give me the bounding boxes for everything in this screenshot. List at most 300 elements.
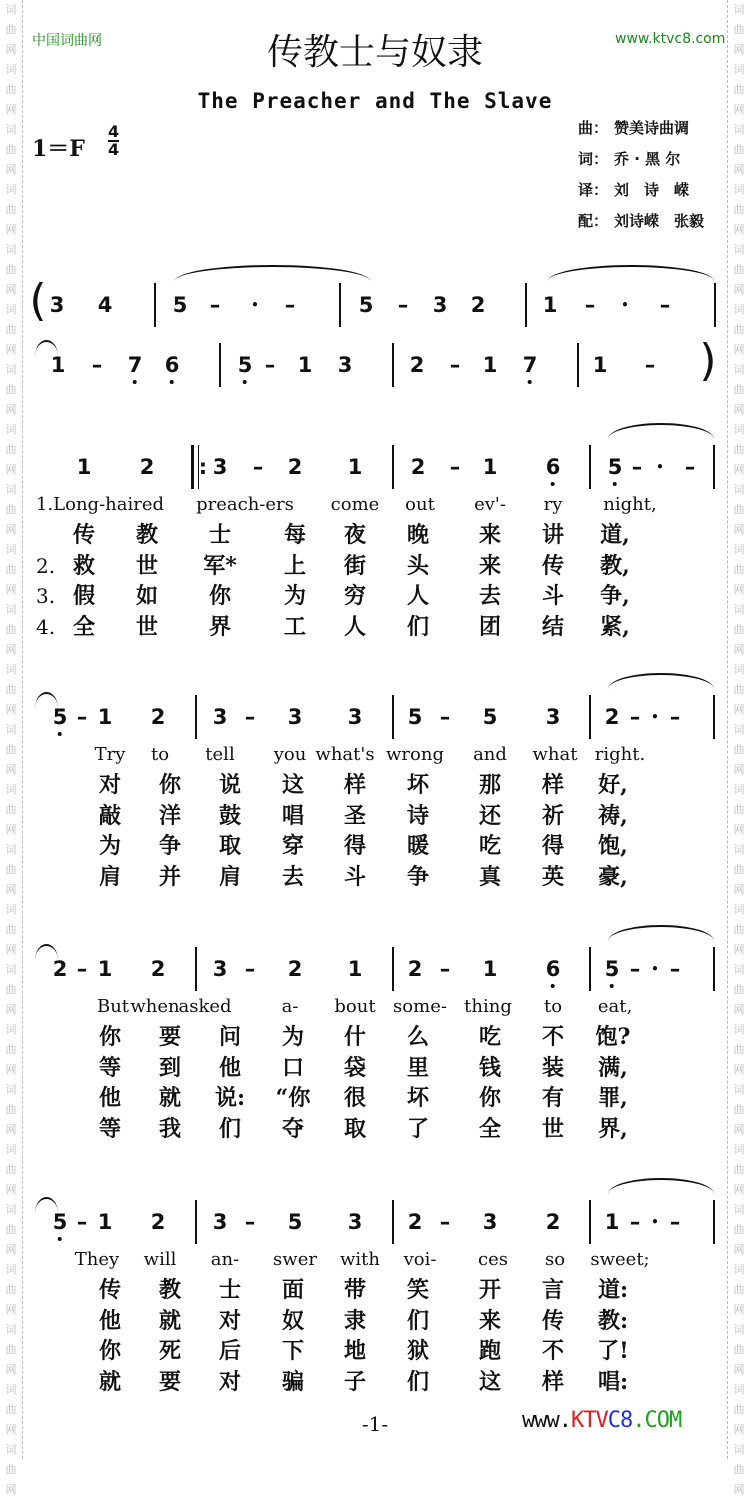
lyric-chinese: 唱: <box>597 1368 629 1395</box>
note: 1 <box>347 957 363 981</box>
lyric-english: tell <box>205 744 235 765</box>
credit-value: 赞美诗曲调 <box>614 119 690 137</box>
lyric-chinese: 来 <box>478 522 502 548</box>
lyric-english: voi- <box>403 1249 437 1270</box>
lyric-chinese: 士 <box>218 1277 242 1303</box>
lyric-chinese: “你 <box>275 1085 311 1111</box>
bar-line <box>577 343 579 387</box>
lyric-chinese: 夺 <box>281 1115 305 1142</box>
lyric-chinese: 这 <box>478 1368 502 1395</box>
dash-note: – <box>76 1210 88 1234</box>
lyric-chinese: 为 <box>283 583 307 609</box>
lyric-chinese: 你 <box>208 583 232 609</box>
bar-line <box>339 283 341 327</box>
lyric-english: eat, <box>597 996 633 1017</box>
lyric-chinese: 教, <box>600 552 630 579</box>
note: 3 <box>212 1210 228 1234</box>
note: 2 <box>545 1210 561 1234</box>
lyric-chinese: 界, <box>598 1115 628 1142</box>
dash-note: – <box>631 455 643 479</box>
key-signature: 1＝F <box>32 136 85 162</box>
lyric-chinese: 奴 <box>281 1307 305 1334</box>
lyric-chinese: 争 <box>158 833 182 859</box>
repeat-start-barline <box>191 445 199 489</box>
lyric-chinese: 肩 <box>218 863 242 890</box>
lyric-chinese: 们 <box>218 1115 242 1142</box>
lyric-chinese: 讲 <box>541 522 565 548</box>
note: 4 <box>97 293 113 317</box>
lyric-english: asked <box>178 996 232 1017</box>
watermark-text: 词 曲 网 <box>733 1383 745 1436</box>
lyric-chinese: 就 <box>98 1368 122 1395</box>
lyric-chinese: 就 <box>158 1085 182 1111</box>
dash-note: – <box>439 957 451 981</box>
watermark-text: 词 曲 网 <box>733 243 745 296</box>
lyric-english: will <box>143 1249 177 1270</box>
credit-value: 刘诗嵘 张毅 <box>614 212 705 230</box>
watermark-text: 词 曲 网 <box>5 1203 17 1256</box>
dash-note: – <box>244 1210 256 1234</box>
note-low: 5 <box>237 353 253 377</box>
dash-note: – <box>644 353 656 377</box>
lyric-chinese: 等 <box>98 1115 122 1142</box>
note-low: 5 <box>52 1210 68 1234</box>
lyric-chinese: 饱? <box>595 1024 631 1050</box>
lyric-chinese: 要 <box>158 1368 182 1395</box>
logo-part: C8 <box>607 1408 633 1433</box>
page-number: -1- <box>361 1412 389 1436</box>
lyric-chinese: 样 <box>541 772 565 798</box>
watermark-text: 词 曲 网 <box>733 783 745 836</box>
dash-note: – <box>252 455 264 479</box>
lyric-chinese: 全 <box>478 1115 502 1142</box>
lyric-chinese: 假 <box>72 583 96 609</box>
note: 3 <box>347 705 363 729</box>
watermark-text: 词 曲 网 <box>733 183 745 236</box>
lyric-english: ry <box>543 494 563 515</box>
bar-line <box>195 695 197 739</box>
watermark-text: 词 曲 网 <box>733 1143 745 1196</box>
lyric-chinese: 带 <box>343 1277 367 1303</box>
dash-note: – <box>669 705 681 729</box>
slur <box>608 925 714 941</box>
lyric-chinese: 说 <box>218 772 242 798</box>
lyric-chinese: 了 <box>406 1115 430 1142</box>
dash-note: – <box>91 353 103 377</box>
credit-label: 译： <box>578 181 609 199</box>
note: 3 <box>337 353 353 377</box>
watermark-text: 词 曲 网 <box>5 303 17 356</box>
note: 2 <box>287 455 303 479</box>
lyric-chinese: 死 <box>158 1338 182 1364</box>
lyric-chinese: 豪, <box>598 863 628 890</box>
lyric-chinese: 并 <box>158 863 182 890</box>
bar-line <box>589 445 591 489</box>
watermark-text: 词 曲 网 <box>5 1143 17 1196</box>
repeat-dots: : <box>198 455 208 479</box>
lyric-chinese: 晚 <box>406 522 430 548</box>
watermark-text: 词 曲 网 <box>733 303 745 356</box>
lyric-chinese: 等 <box>98 1054 122 1081</box>
lyric-chinese: 界 <box>208 613 232 640</box>
lyric-chinese: 穿 <box>281 833 305 859</box>
lyric-chinese: 教: <box>597 1307 629 1334</box>
lyric-english: Try <box>94 744 126 765</box>
lyric-chinese: 样 <box>343 772 367 798</box>
note: 5 <box>358 293 374 317</box>
note: 2 <box>409 353 425 377</box>
lyric-chinese: 肩 <box>98 863 122 890</box>
watermark-text: 词 曲 网 <box>733 363 745 416</box>
lyric-chinese: 后 <box>218 1338 242 1364</box>
watermark-text: 词 曲 网 <box>733 63 745 116</box>
note-low: 7 <box>522 353 538 377</box>
note: 3 <box>212 957 228 981</box>
lyric-chinese: 他 <box>98 1085 122 1111</box>
lyric-chinese: 敲 <box>98 802 122 829</box>
lyric-english: swer <box>273 1249 317 1270</box>
bar-line <box>713 695 715 739</box>
bar-line <box>589 695 591 739</box>
note: 2 <box>52 957 68 981</box>
lyric-chinese: 他 <box>98 1307 122 1334</box>
lyric-chinese: 很 <box>343 1085 367 1111</box>
note: 5 <box>407 705 423 729</box>
lyric-chinese: 道, <box>600 522 630 548</box>
note-low: 5 <box>604 957 620 981</box>
dash-note: – <box>439 1210 451 1234</box>
note: 1 <box>50 353 66 377</box>
watermark-text: 词 曲 网 <box>733 483 745 536</box>
watermark-text: 词 曲 网 <box>5 1323 17 1376</box>
watermark-text: 词 曲 网 <box>733 843 745 896</box>
site-url[interactable]: www.ktvc8.com <box>615 31 726 47</box>
note: 2 <box>410 455 426 479</box>
lyric-chinese: 结 <box>541 613 565 640</box>
time-bottom: 4 <box>108 140 120 159</box>
note: 1 <box>76 455 92 479</box>
watermark-text: 词 曲 网 <box>5 423 17 476</box>
lyric-chinese: 对 <box>218 1307 242 1334</box>
note: 3 <box>49 293 65 317</box>
dash-note: – <box>629 1210 641 1234</box>
note: 2 <box>150 957 166 981</box>
watermark-text: 词 曲 网 <box>5 363 17 416</box>
dash-note: – <box>669 957 681 981</box>
lyric-chinese: 样 <box>541 1368 565 1395</box>
slur <box>35 692 58 708</box>
lyric-chinese: 你 <box>478 1085 502 1111</box>
lyric-chinese: 们 <box>406 1307 430 1334</box>
bar-line <box>525 283 527 327</box>
dash-note: – <box>629 957 641 981</box>
lyric-chinese: 有 <box>541 1085 565 1111</box>
lyric-chinese: 们 <box>406 613 430 640</box>
lyric-chinese: 隶 <box>343 1307 367 1334</box>
bar-line <box>219 343 221 387</box>
lyric-chinese: 得 <box>541 833 565 859</box>
lyric-chinese: 你 <box>98 1338 122 1364</box>
lyric-chinese: 英 <box>541 863 565 890</box>
dot-note: • <box>651 962 659 976</box>
lyric-english: They <box>74 1249 120 1270</box>
note-low: 5 <box>52 705 68 729</box>
watermark-text: 词 曲 网 <box>5 1083 17 1136</box>
watermark-text: 词 曲 网 <box>733 1023 745 1076</box>
credit-label: 配： <box>578 212 609 230</box>
watermark-text: 词 曲 网 <box>5 783 17 836</box>
note: 1 <box>542 293 558 317</box>
dash-note: – <box>397 293 409 317</box>
lyric-chinese: 什 <box>343 1024 367 1050</box>
slur <box>608 673 714 689</box>
lyric-chinese: 斗 <box>343 863 367 890</box>
lyric-chinese: 祷, <box>598 802 628 829</box>
note: 1 <box>592 353 608 377</box>
watermark-text: 词 曲 网 <box>5 543 17 596</box>
note: 3 <box>347 1210 363 1234</box>
lyric-chinese: 吃 <box>478 1024 502 1050</box>
lyric-chinese: 洋 <box>158 802 182 829</box>
credit-label: 曲： <box>578 119 609 137</box>
time-top: 4 <box>108 122 120 141</box>
lyric-chinese: 斗 <box>541 583 565 609</box>
close-paren: ) <box>699 335 717 386</box>
lyric-chinese: 还 <box>478 802 502 829</box>
watermark-text: 词 曲 网 <box>5 723 17 776</box>
lyric-chinese: 头 <box>406 552 430 579</box>
bar-line <box>713 445 715 489</box>
note: 1 <box>97 705 113 729</box>
watermark-text: 词 曲 网 <box>733 423 745 476</box>
dash-note: – <box>629 705 641 729</box>
lyric-chinese: 唱 <box>281 802 305 829</box>
watermark-text: 词 曲 网 <box>5 663 17 716</box>
lyric-chinese: 说: <box>214 1085 246 1111</box>
song-title: 传教士与奴隶 <box>266 32 483 73</box>
note: 1 <box>482 957 498 981</box>
lyric-english: some- <box>393 996 447 1017</box>
lyric-english: with <box>340 1249 380 1270</box>
note-low: 5 <box>607 455 623 479</box>
credit-value: 刘 诗 嵘 <box>614 181 690 199</box>
lyric-english: right. <box>594 744 646 765</box>
slur <box>35 1197 58 1213</box>
watermark-text: 词 曲 网 <box>5 123 17 176</box>
lyric-chinese: 要 <box>158 1024 182 1050</box>
watermark-text: 词 曲 网 <box>5 1443 17 1496</box>
lyric-chinese: 上 <box>283 552 307 579</box>
dash-note: – <box>449 353 461 377</box>
lyric-chinese: 来 <box>478 552 502 579</box>
bar-line <box>392 1200 394 1244</box>
watermark-text: 词 曲 网 <box>5 63 17 116</box>
note: 2 <box>287 957 303 981</box>
watermark-text: 词 曲 网 <box>733 3 745 56</box>
watermark-text: 词 曲 网 <box>5 3 17 56</box>
dash-note: – <box>209 293 221 317</box>
lyric-english: to <box>150 744 170 765</box>
lyric-chinese: 圣 <box>343 802 367 829</box>
note-low: 6 <box>164 353 180 377</box>
lyric-chinese: 全 <box>72 613 96 640</box>
note: 2 <box>139 455 155 479</box>
lyric-chinese: 地 <box>343 1338 367 1364</box>
slur <box>175 265 370 281</box>
lyric-chinese: 跑 <box>478 1338 502 1364</box>
lyric-chinese: 对 <box>218 1368 242 1395</box>
lyric-chinese: 道: <box>597 1277 629 1303</box>
lyric-chinese: 罪, <box>598 1085 628 1111</box>
note: 2 <box>470 293 486 317</box>
dash-note: – <box>244 957 256 981</box>
dash-note: – <box>439 705 451 729</box>
lyric-chinese: 坏 <box>406 1085 430 1111</box>
lyric-chinese: 狱 <box>406 1338 430 1364</box>
lyric-english: sweet; <box>590 1249 650 1270</box>
note: 1 <box>97 957 113 981</box>
dash-note: – <box>584 293 596 317</box>
slur <box>35 944 58 960</box>
dot-note: • <box>621 298 629 312</box>
note: 1 <box>604 1210 620 1234</box>
bar-line <box>714 283 716 327</box>
watermark-text: 词 曲 网 <box>5 483 17 536</box>
lyric-chinese: 来 <box>478 1307 502 1334</box>
dot-note: • <box>651 1215 659 1229</box>
lyric-chinese: 如 <box>135 583 159 609</box>
lyric-chinese: 夜 <box>343 522 367 548</box>
watermark-text: 词 曲 网 <box>5 243 17 296</box>
lyric-chinese: 街 <box>343 552 367 579</box>
lyric-chinese: 取 <box>343 1115 367 1142</box>
lyric-chinese: 坏 <box>406 772 430 798</box>
lyric-english: preach-ers <box>196 494 294 515</box>
lyric-chinese: 教 <box>158 1277 182 1303</box>
lyric-english: out <box>405 494 435 515</box>
lyric-chinese: 对 <box>98 772 122 798</box>
footer-logo <box>522 1408 681 1433</box>
note: 3 <box>287 705 303 729</box>
bar-line <box>589 1200 591 1244</box>
lyric-chinese: 每 <box>283 522 307 548</box>
note: 2 <box>604 705 620 729</box>
credit-label: 词： <box>578 150 609 168</box>
lyric-english: come <box>330 494 380 515</box>
watermark-text: 词 曲 网 <box>5 1023 17 1076</box>
lyric-chinese: 不 <box>541 1024 565 1050</box>
lyric-english: But <box>96 996 130 1017</box>
dash-note: – <box>449 455 461 479</box>
bar-line <box>392 343 394 387</box>
lyric-chinese: 到 <box>158 1054 182 1081</box>
credit-line <box>578 179 726 200</box>
lyric-chinese: 么 <box>406 1024 430 1050</box>
bar-line <box>195 1200 197 1244</box>
lyric-english: so <box>544 1249 566 1270</box>
lyric-english: night, <box>603 494 657 515</box>
lyric-chinese: 为 <box>281 1024 305 1050</box>
lyric-chinese: 了! <box>597 1338 629 1364</box>
lyric-chinese: 好, <box>598 772 628 798</box>
credit-line <box>578 210 726 231</box>
lyric-chinese: 工 <box>283 613 307 640</box>
watermark-text: 词 曲 网 <box>5 183 17 236</box>
credit-line <box>578 148 726 169</box>
watermark-text: 词 曲 网 <box>733 903 745 956</box>
lyric-chinese: 里 <box>406 1054 430 1081</box>
lyric-chinese: 世 <box>135 552 159 579</box>
lyric-chinese: 满, <box>598 1054 628 1081</box>
slur <box>608 1178 714 1194</box>
site-name: 中国词曲网 <box>32 33 102 49</box>
lyric-chinese: 教 <box>135 522 159 548</box>
lyric-chinese: 我 <box>158 1115 182 1142</box>
lyric-english: you <box>273 744 307 765</box>
note: 5 <box>172 293 188 317</box>
lyric-chinese: 你 <box>98 1024 122 1050</box>
watermark-text: 词 曲 网 <box>733 963 745 1016</box>
logo-part: .COM <box>632 1408 682 1433</box>
lyric-chinese: 钱 <box>478 1054 502 1081</box>
watermark-text: 词 曲 网 <box>733 1083 745 1136</box>
dot-note: • <box>656 460 664 474</box>
lyric-chinese: 紧, <box>600 613 630 640</box>
note: 5 <box>287 1210 303 1234</box>
bar-line <box>589 947 591 991</box>
watermark-text: 词 曲 网 <box>733 543 745 596</box>
note: 2 <box>407 1210 423 1234</box>
note: 1 <box>482 353 498 377</box>
lyric-english: what's <box>315 744 375 765</box>
lyric-chinese: 面 <box>281 1277 305 1303</box>
dash-note: – <box>76 957 88 981</box>
lyric-chinese: 暖 <box>406 833 430 859</box>
lyric-chinese: 饱, <box>598 833 628 859</box>
note: 2 <box>150 1210 166 1234</box>
slur <box>608 423 714 439</box>
lyric-chinese: 那 <box>478 772 502 798</box>
bar-line <box>392 695 394 739</box>
lyric-chinese: 穷 <box>343 583 367 609</box>
verse-number: 3. <box>36 584 56 608</box>
note: 3 <box>212 455 228 479</box>
time-signature <box>108 124 119 158</box>
watermark-text: 词 曲 网 <box>733 663 745 716</box>
lyric-english: 1.Long-haired <box>36 494 165 515</box>
lyric-english: ev'- <box>474 494 506 515</box>
slur <box>548 265 714 281</box>
watermark-text: 词 曲 网 <box>5 963 17 1016</box>
watermark-text: 词 曲 网 <box>5 903 17 956</box>
dash-note: – <box>669 1210 681 1234</box>
lyric-chinese: 传 <box>541 1307 565 1334</box>
lyric-chinese: 去 <box>281 863 305 890</box>
lyric-english: wrong <box>386 744 444 765</box>
verse-number: 2. <box>36 553 56 578</box>
dash-note: – <box>264 353 276 377</box>
lyric-chinese: 得 <box>343 833 367 859</box>
dot-note: • <box>251 298 259 312</box>
note: 5 <box>482 705 498 729</box>
note-low: 6 <box>545 455 561 479</box>
note: 3 <box>545 705 561 729</box>
watermark-text: 词 曲 网 <box>733 1443 745 1496</box>
logo-part: www. <box>522 1408 571 1433</box>
lyric-chinese: 言 <box>541 1277 565 1303</box>
bar-line <box>713 947 715 991</box>
bar-line <box>154 283 156 327</box>
